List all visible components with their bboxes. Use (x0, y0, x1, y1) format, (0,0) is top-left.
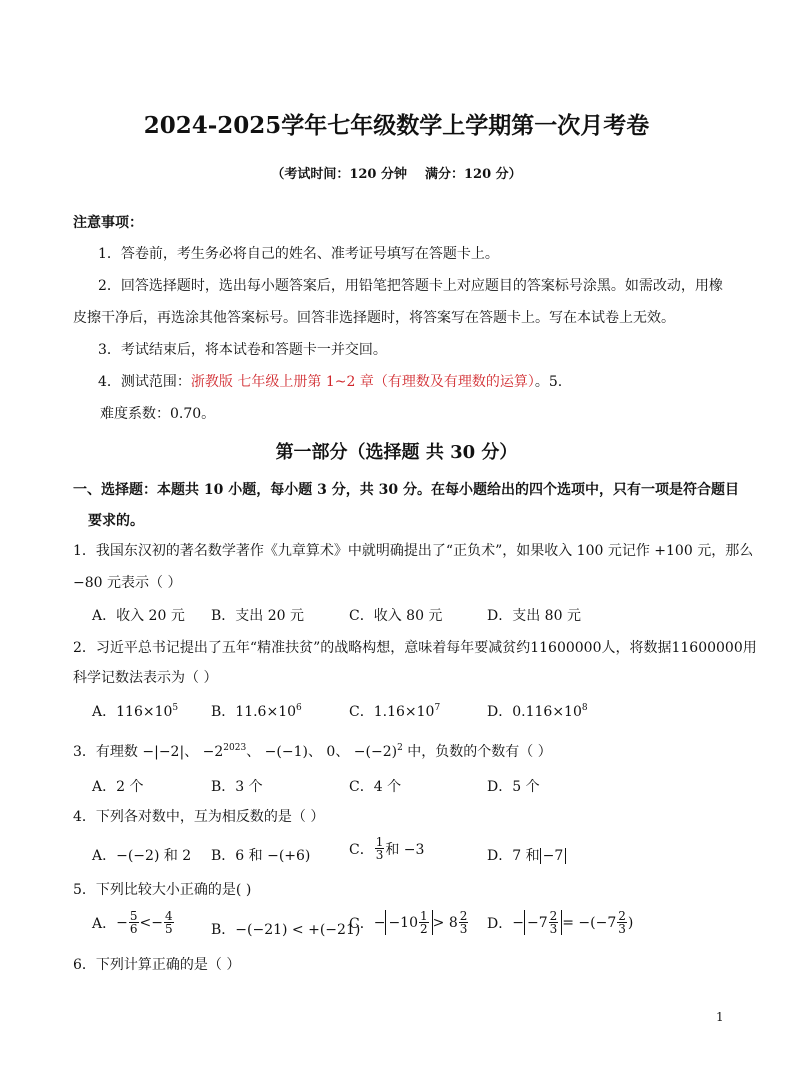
note-item-4 (98, 372, 562, 392)
q5-option-c: C． − −10 $\frac{1}{2}$ > 8 $\frac{2}{3}$ (349, 909, 468, 936)
page-number: 1 (716, 1010, 724, 1024)
q4-option-a: A．−(−2) 和 2 (92, 848, 192, 864)
q3-option-a: A．2 个 (92, 779, 144, 795)
exam-score: 满分：120 分） (425, 167, 522, 182)
q3-stem: 3．有理数 −|−2|、 $-2^{2023}$、 −(−1)、 0、 $-(-2)^2$ 中，负数的个数有（ ） (73, 743, 552, 760)
exam-subtitle (0, 163, 793, 182)
note-item-3: 3．考试结束后，将本试卷和答题卡一并交回。 (98, 342, 387, 358)
q3-option-c: C．4 个 (349, 779, 402, 795)
q2-option-a: A．$116\times 10^5$ (92, 703, 179, 720)
q4-option-b: B．6 和 −(+6) (211, 848, 311, 864)
q4-c-fraction: $\frac{1}{3}$ (375, 835, 384, 862)
q5-option-a: A． − $\frac{5}{6}$ <− $\frac{4}{5}$ (92, 909, 173, 936)
q5-option-d: D． − −7 $\frac{2}{3}$ = −(−7 $\frac{2}{3}$ ) (487, 909, 634, 936)
q2-option-b: B．$11.6\times 10^6$ (211, 703, 302, 720)
q1-stem-line2: −80 元表示（ ） (73, 575, 182, 591)
q1-stem-line1: 1．我国东汉初的著名数学著作《九章算术》中就明确提出了“正负术”，如果收入 100 元记作 +100 元，那么 (73, 543, 754, 559)
note-item-2-line1: 2．回答选择题时，选出每小题答案后，用铅笔把答题卡上对应题目的答案标号涂黑。如需改动，用橡 (98, 278, 723, 294)
q5-option-b: B．−(−21) < +(−21) (211, 922, 361, 938)
q4-option-d: D．7 和 −7 (487, 845, 566, 865)
q1-option-d: D．支出 80 元 (487, 608, 581, 624)
q1-option-b: B．支出 20 元 (211, 608, 305, 624)
test-scope: 浙教版 七年级上册第 1~2 章（有理数及有理数的运算） (190, 374, 535, 390)
q6-stem: 6．下列计算正确的是（ ） (73, 957, 241, 973)
q2-option-c: C．$1.16\times 10^7$ (349, 703, 441, 720)
q2-stem-line1: 2．习近平总书记提出了五年“精准扶贫”的战略构想，意味着每年要减贫约11600000人，将数据11600000用 (73, 640, 757, 656)
section-instruction-line2: 要求的。 (88, 513, 144, 529)
exam-title: 2024-2025学年七年级数学上学期第一次月考卷 (143, 112, 650, 139)
q4-option-c: C． $\frac{1}{3}$ 和 −3 (349, 835, 425, 862)
note-item-4-suffix: 。5. (534, 374, 563, 390)
q1-option-c: C．收入 80 元 (349, 608, 443, 624)
note-item-1: 1．答卷前，考生务必将自己的姓名、准考证号填写在答题卡上。 (98, 246, 499, 262)
note-item-4-prefix: 4．测试范围： (98, 374, 191, 390)
q3-option-b: B．3 个 (211, 779, 263, 795)
section-instruction-line1: 一、选择题：本题共 10 小题，每小题 3 分，共 30 分。在每小题给出的四个选项中，只有一项是符合题目 (73, 482, 739, 498)
difficulty: 难度系数：0.70。 (100, 406, 216, 422)
exam-time: （考试时间：120 分钟 (271, 167, 407, 182)
q4-stem: 4．下列各对数中，互为相反数的是（ ） (73, 809, 325, 825)
q2-option-d: D．$0.116\times 10^8$ (487, 703, 588, 720)
notes-heading: 注意事项： (73, 215, 143, 231)
q3-option-d: D．5 个 (487, 779, 540, 795)
q2-stem-line2: 科学记数法表示为（ ） (73, 670, 218, 686)
note-item-2-line2: 皮擦干净后，再选涂其他答案标号。回答非选择题时，将答案写在答题卡上。写在本试卷上无效。 (73, 310, 675, 326)
q5-stem: 5．下列比较大小正确的是( ) (73, 882, 252, 898)
q1-option-a: A．收入 20 元 (92, 608, 185, 624)
section-title: 第一部分（选择题 共 30 分） (275, 442, 518, 463)
